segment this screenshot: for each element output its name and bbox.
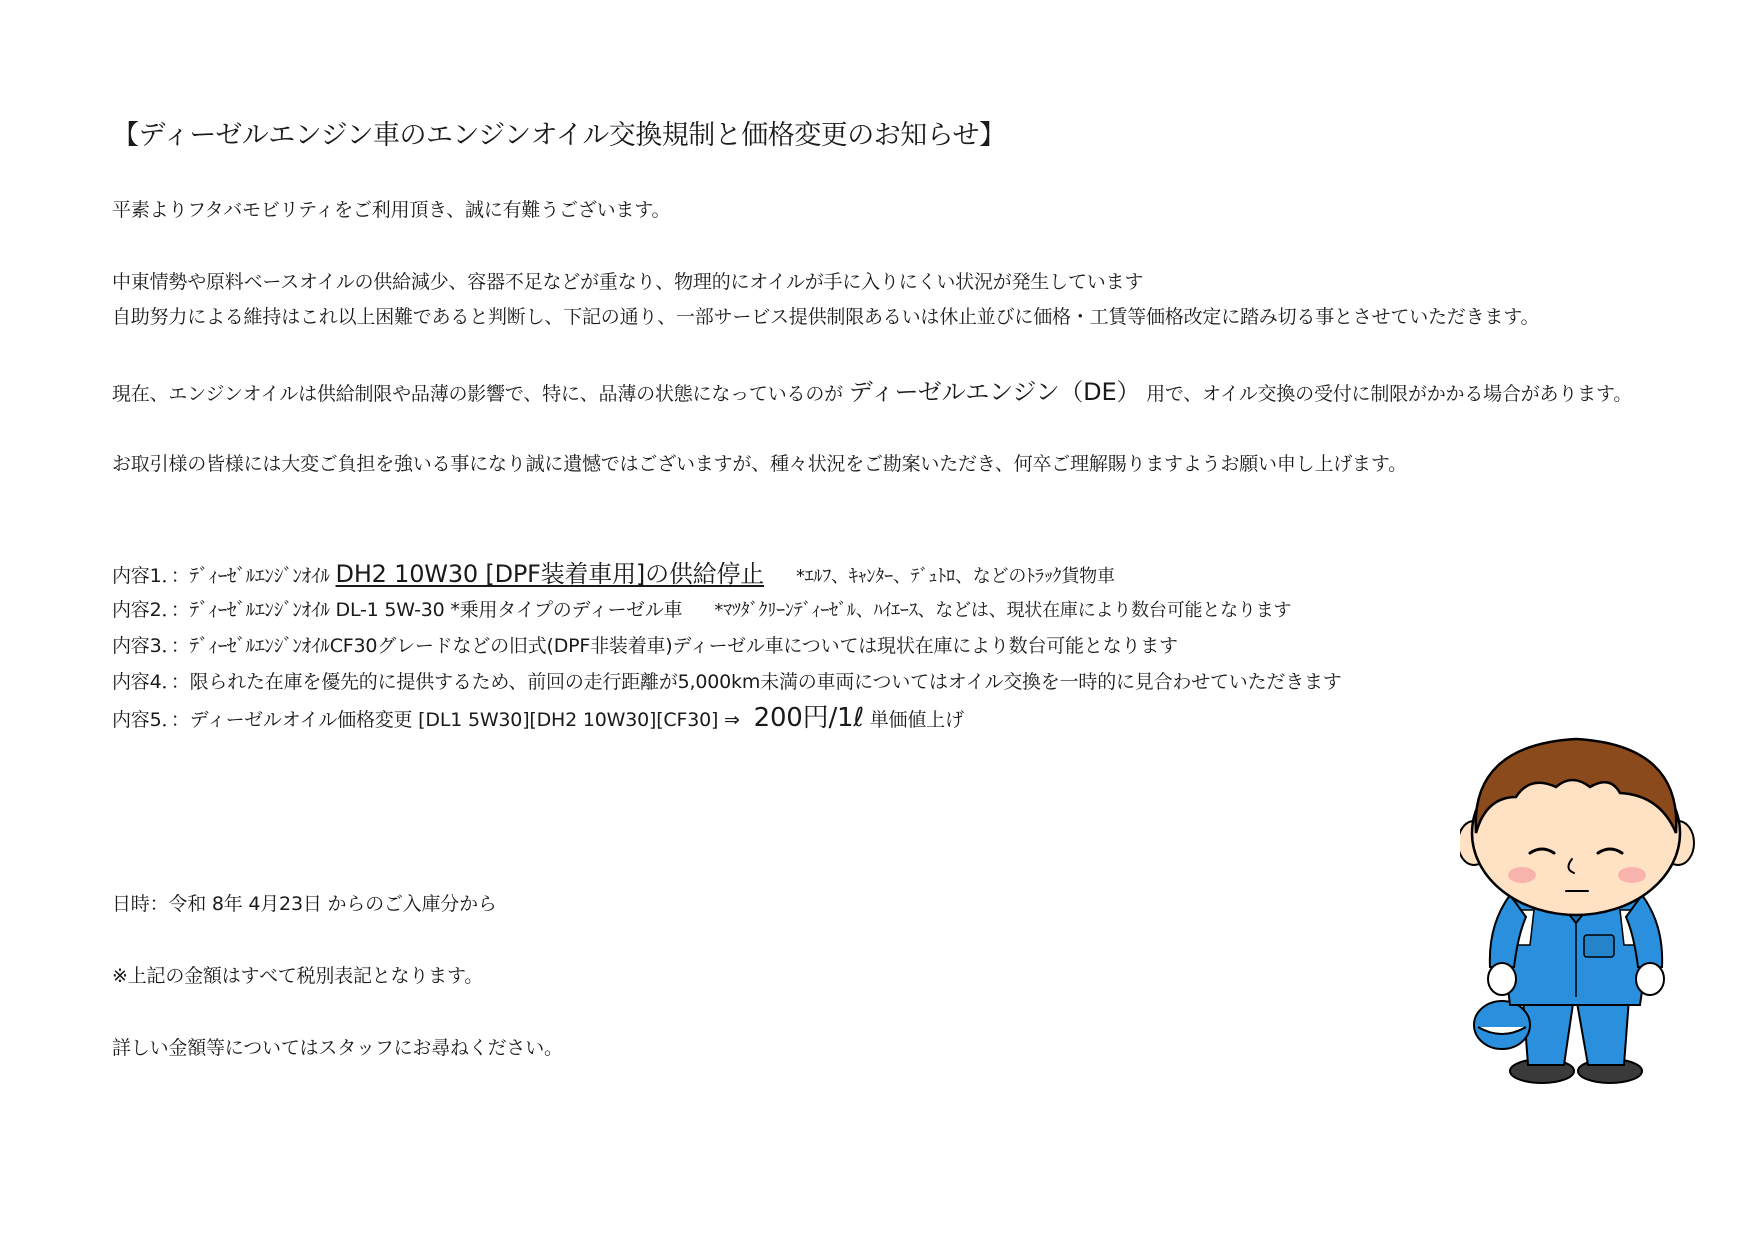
date-line: 日時：令和 8年 4月23日 からのご入庫分から bbox=[112, 893, 497, 915]
item-4-text: 限られた在庫を優先的に提供するため、前回の走行距離が5,000km未満の車両についてはオイル交換を一時的に見合わせていただきます bbox=[189, 671, 1342, 693]
item-5-text: ディーゼルオイル価格変更 [DL1 5W30][DH2 10W30][CF30] ⇒ bbox=[189, 709, 740, 731]
item-3-label: 内容3．：ﾃﾞｨｰｾﾞﾙｴﾝｼﾞﾝｵｲﾙ bbox=[112, 635, 330, 657]
decision-text: 自助努力による維持はこれ以上困難であると判断し、下記の通り、一部サービス提供制限あるいは休止並びに価格・工賃等価格改定に踏み切る事とさせていただきます。 bbox=[112, 306, 1540, 328]
situation-text: 中東情勢や原料ベースオイルの供給減少、容器不足などが重なり、物理的にオイルが手に入りにくい状況が発生しています bbox=[112, 271, 1144, 293]
item-3 bbox=[112, 632, 1178, 660]
item-5-after: 単価値上げ bbox=[869, 709, 964, 731]
item-1-note: *ｴﾙﾌ、ｷｬﾝﾀｰ、ﾃﾞｭﾄﾛ、などのﾄﾗｯｸ貨物車 bbox=[795, 566, 1115, 587]
apology-text: お取引様の皆様には大変ご負担を強いる事になり誠に遺憾ではございますが、種々状況をご勘案いただき、何卒ご理解賜りますようお願い申し上げます。 bbox=[112, 453, 1407, 475]
item-5-price: 200円/1ℓ bbox=[753, 703, 864, 733]
item-1-label: 内容1．：ﾃﾞｨｰｾﾞﾙｴﾝｼﾞﾝｵｲﾙ bbox=[112, 565, 330, 587]
contact-text: 詳しい金額等についてはスタッフにお尋ねください。 bbox=[112, 1037, 563, 1059]
item-2-label: 内容2．：ﾃﾞｨｰｾﾞﾙｴﾝｼﾞﾝｵｲﾙ bbox=[112, 599, 330, 621]
item-2-note: *ﾏﾂﾀﾞｸﾘｰﾝﾃﾞｨｰｾﾞﾙ、ﾊｲｴｰｽ、などは、現状在庫により数台可能となります bbox=[714, 600, 1292, 621]
greeting-text: 平素よりフタバモビリティをご利用頂き、誠に有難うございます。 bbox=[112, 199, 671, 221]
restriction-before: 現在、エンジンオイルは供給制限や品薄の影響で、特に、品薄の状態になっているのが bbox=[112, 383, 843, 405]
notice-title: 【ディーゼルエンジン車のエンジンオイル交換規制と価格変更のお知らせ】 bbox=[112, 120, 1006, 151]
tax-note: ※上記の金額はすべて税別表記となります。 bbox=[112, 965, 484, 987]
item-1 bbox=[112, 560, 1115, 591]
item-4-label: 内容4．： bbox=[112, 671, 190, 693]
item-4 bbox=[112, 668, 1342, 696]
restriction-text bbox=[112, 378, 1632, 408]
restriction-after: 用で、オイル交換の受付に制限がかかる場合があります。 bbox=[1146, 383, 1633, 405]
restriction-emphasis: ディーゼルエンジン（DE） bbox=[848, 378, 1141, 406]
item-1-emphasis: DH2 10W30 [DPF装着車用]の供給停止 bbox=[335, 560, 765, 588]
item-5-label: 内容5．： bbox=[112, 709, 190, 731]
item-2 bbox=[112, 596, 1291, 625]
item-5 bbox=[112, 704, 964, 734]
bowing-mechanic-illustration bbox=[1460, 735, 1700, 1085]
item-2-text: DL-1 5W-30 *乗用タイプのディーゼル車 bbox=[335, 599, 683, 621]
item-3-text: CF30グレードなどの旧式(DPF非装着車)ディーゼル車については現状在庫により数台可能となります bbox=[329, 635, 1178, 657]
